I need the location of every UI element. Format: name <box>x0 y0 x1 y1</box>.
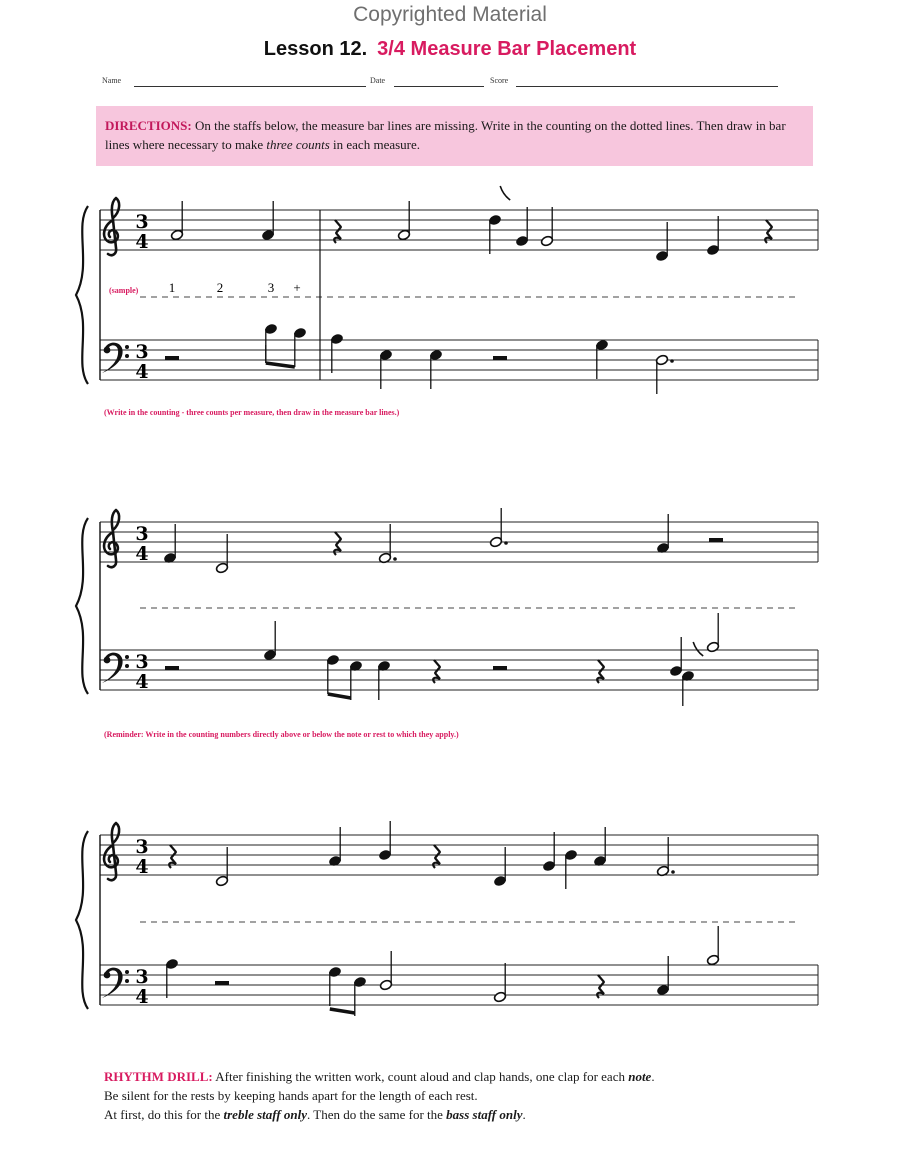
watermark: Copyrighted Material <box>353 3 547 26</box>
time-signature-top: 3 <box>135 211 149 233</box>
half-rest <box>215 981 229 985</box>
brace <box>76 206 88 384</box>
note <box>429 349 442 389</box>
note <box>593 827 606 867</box>
treble-clef <box>104 510 119 567</box>
note <box>706 926 719 966</box>
time-signature-top: 3 <box>135 341 149 363</box>
note <box>489 508 508 548</box>
note <box>397 201 410 241</box>
bass-staff <box>100 926 818 1016</box>
system-2 <box>76 508 818 706</box>
note <box>261 201 274 241</box>
time-signature-bottom: 4 <box>135 543 149 565</box>
note <box>656 956 669 996</box>
dot <box>504 541 508 545</box>
note <box>655 222 668 262</box>
brace <box>76 831 88 1009</box>
half-rest <box>165 356 179 360</box>
flag <box>693 642 703 656</box>
drill-label: RHYTHM DRILL: <box>104 1069 213 1084</box>
note <box>379 349 392 389</box>
drill-emph-bass: bass staff only <box>446 1107 523 1122</box>
rhythm-drill <box>104 1067 824 1124</box>
note <box>170 201 183 241</box>
bass-staff <box>100 323 818 394</box>
dot <box>670 359 674 363</box>
note <box>515 207 528 247</box>
sample-count: 1 <box>168 280 176 295</box>
beam <box>266 363 295 367</box>
bass-clef <box>102 653 129 683</box>
directions-text-1: On the staffs below, the measure bar lines are missing. Write in the counting on the dotted lines. Then draw in bar lines where necessary to make <box>105 118 786 152</box>
drill-emph-treble: treble staff only <box>223 1107 308 1122</box>
directions-label: DIRECTIONS: <box>105 118 192 133</box>
note <box>163 524 176 564</box>
directions-emphasis: three counts <box>266 137 330 152</box>
sample-label: (sample) <box>109 286 139 295</box>
note <box>328 827 341 867</box>
beam <box>328 694 351 698</box>
time-signature-top: 3 <box>135 523 149 545</box>
time-signature-top: 3 <box>135 966 149 988</box>
brace <box>76 518 88 694</box>
note <box>263 621 276 661</box>
treble-clef <box>104 823 119 880</box>
time-signature-top: 3 <box>135 836 149 858</box>
flag <box>500 186 510 200</box>
note <box>215 847 228 887</box>
drill-line-3 <box>104 1105 824 1124</box>
note <box>656 514 669 554</box>
dot <box>393 557 397 561</box>
note <box>378 524 397 564</box>
note <box>328 966 341 1006</box>
note <box>595 339 608 379</box>
dot <box>671 870 675 874</box>
note <box>669 637 682 677</box>
drill-text-3a: At first, do this for the <box>104 1107 224 1122</box>
time-signature-bottom: 4 <box>135 986 149 1008</box>
sample-count: 2 <box>216 280 224 295</box>
treble-staff <box>100 821 818 889</box>
beam <box>330 1009 355 1013</box>
note <box>378 821 391 861</box>
half-rest <box>165 666 179 670</box>
half-rest <box>709 538 723 542</box>
drill-text-1b: . <box>651 1069 655 1084</box>
sample-count: 3 <box>267 280 275 295</box>
half-rest <box>493 356 507 360</box>
time-signature-bottom: 4 <box>135 361 149 383</box>
time-signature-bottom: 4 <box>135 231 149 253</box>
treble-staff <box>100 508 818 574</box>
drill-line-1 <box>104 1067 824 1086</box>
note <box>165 958 178 998</box>
time-signature-bottom: 4 <box>135 856 149 878</box>
note <box>706 216 719 256</box>
bass-clef <box>102 343 129 373</box>
note <box>706 613 719 653</box>
system-1 <box>76 186 818 394</box>
drill-emph-note: note <box>628 1069 652 1084</box>
half-rest <box>493 666 507 670</box>
note <box>353 976 366 1016</box>
note <box>330 333 343 373</box>
note <box>379 951 392 991</box>
lesson-topic: 3/4 Measure Bar Placement <box>377 38 637 60</box>
time-signature-bottom: 4 <box>135 671 149 693</box>
note <box>493 963 506 1003</box>
note <box>655 354 674 394</box>
treble-staff <box>100 186 818 262</box>
drill-line-2: Be silent for the rests by keeping hands apart for the length of each rest. <box>104 1088 478 1103</box>
note <box>681 642 703 682</box>
score-label: Score <box>490 76 509 85</box>
bass-staff <box>100 613 818 706</box>
note <box>656 837 675 877</box>
instruction-1: (Write in the counting - three counts per measure, then draw in the measure bar lines.) <box>104 408 400 417</box>
note <box>326 654 339 694</box>
note <box>540 207 553 247</box>
note <box>493 847 506 887</box>
bass-clef <box>102 968 129 998</box>
lesson-number: Lesson 12. <box>263 38 368 60</box>
drill-text-1a: After finishing the written work, count aloud and clap hands, one clap for each <box>212 1069 629 1084</box>
instruction-2: (Reminder: Write in the counting numbers directly above or below the note or rest to which they apply.) <box>104 730 459 739</box>
treble-clef <box>104 198 119 255</box>
note <box>215 534 228 574</box>
directions-text-2: in each measure. <box>329 137 421 152</box>
name-label: Name <box>102 76 122 85</box>
note <box>542 832 555 872</box>
system-3 <box>76 821 818 1016</box>
note <box>293 327 306 367</box>
drill-text-3b: . Then do the same for the <box>307 1107 447 1122</box>
time-signature-top: 3 <box>135 651 149 673</box>
drill-text-3c: . <box>522 1107 526 1122</box>
sample-count: + <box>293 280 301 295</box>
date-label: Date <box>370 76 386 85</box>
